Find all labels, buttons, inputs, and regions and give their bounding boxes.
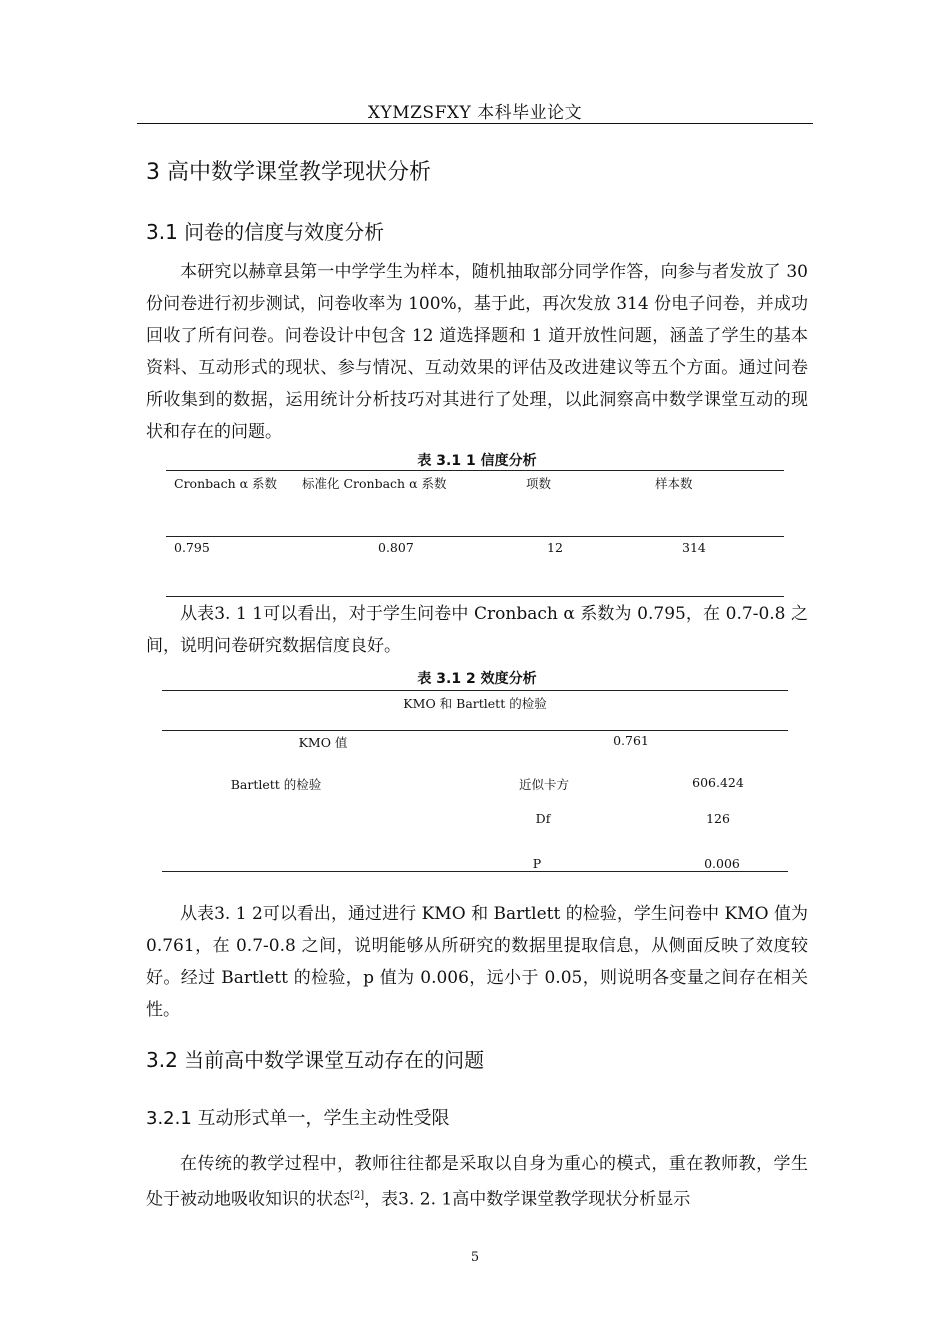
paragraph-reliability: 从表3. 1 1可以看出，对于学生问卷中 Cronbach α 系数为 0.795，在 0.7-0.8 之间，说明问卷研究数据信度良好。 [146,604,808,656]
paragraph-interaction-tail: ，表3. 2. 1高中数学课堂教学现状分析显示 [364,1189,691,1210]
citation-ref[interactable]: [2] [350,1190,365,1201]
running-header: XYMZSFXY 本科毕业论文 [367,103,583,123]
table2-mid-rule [162,730,788,731]
chapter-heading: 3 高中数学课堂教学现状分析 [146,160,431,185]
table2-row-value: 0.006 [704,856,740,871]
page-number: 5 [470,1250,480,1265]
table1-header-std-cronbach: 标准化 Cronbach α 系数 [302,476,447,491]
table2-row-label: Df [535,811,551,826]
table1-header-cronbach: Cronbach α 系数 [174,476,278,491]
table2-bartlett-label: Bartlett 的检验 [230,777,322,792]
table2-top-rule [162,690,788,691]
table1-bottom-rule [166,596,784,597]
table2-kmo-value: 0.761 [613,733,649,748]
table2-row-label: 近似卡方 [518,777,570,792]
table1-cell-items: 12 [547,540,563,555]
section-heading-3-1: 3.1 问卷的信度与效度分析 [146,220,385,244]
table2-caption: 表 3.1 2 效度分析 [417,671,537,687]
table1-caption: 表 3.1 1 信度分析 [417,453,537,469]
table2-row-label: P [532,856,542,871]
table1-cell-cronbach: 0.795 [174,540,210,555]
table2-bottom-rule [162,871,788,872]
table1-mid-rule [166,536,784,537]
paragraph-intro: 本研究以赫章县第一中学学生为样本，随机抽取部分同学作答，向参与者发放了 30 份问卷进行初步测试，问卷收率为 100%，基于此，再次发放 314 份电子问卷，并成功回收了所有问卷。问卷设计中包含 12 道选择题和 1 道开放性问题，涵盖了学生的基本资料、互动形式的现状、参与情况、互动效果的评估及改进建议等五个方面。通过问卷所收集到的数据，运用统计分析技巧对其进行了处理，以此洞察高中数学课堂互动的现状和存在的问题。 [146,262,808,442]
header-rule [137,123,813,124]
table2-title: KMO 和 Bartlett 的检验 [403,696,547,711]
paragraph-interaction-text: 在传统的教学过程中，教师往往都是采取以自身为重心的模式，重在教师教，学生处于被动地吸收知识的状态 [146,1154,808,1210]
subsection-heading-3-2-1: 3.2.1 互动形式单一，学生主动性受限 [146,1108,450,1129]
section-heading-3-2: 3.2 当前高中数学课堂互动存在的问题 [146,1048,485,1072]
table2-row-value: 606.424 [692,775,744,790]
table1-cell-std-cronbach: 0.807 [378,540,414,555]
table1-header-items: 项数 [526,476,552,491]
table1-header-samples: 样本数 [655,476,693,491]
paragraph-validity: 从表3. 1 2可以看出，通过进行 KMO 和 Bartlett 的检验，学生问卷中 KMO 值为 0.761，在 0.7-0.8 之间，说明能够从所研究的数据里提取信息，从侧面反映了效度较好。经过 Bartlett 的检验，p 值为 0.006，远小于 0.05，则说明各变量之间存在相关性。 [146,904,808,1020]
table1-cell-samples: 314 [682,540,706,555]
table1-top-rule [166,470,784,471]
table2-row-value: 126 [706,811,730,826]
table2-kmo-label: KMO 值 [298,735,348,750]
paragraph-interaction [146,1148,808,1216]
